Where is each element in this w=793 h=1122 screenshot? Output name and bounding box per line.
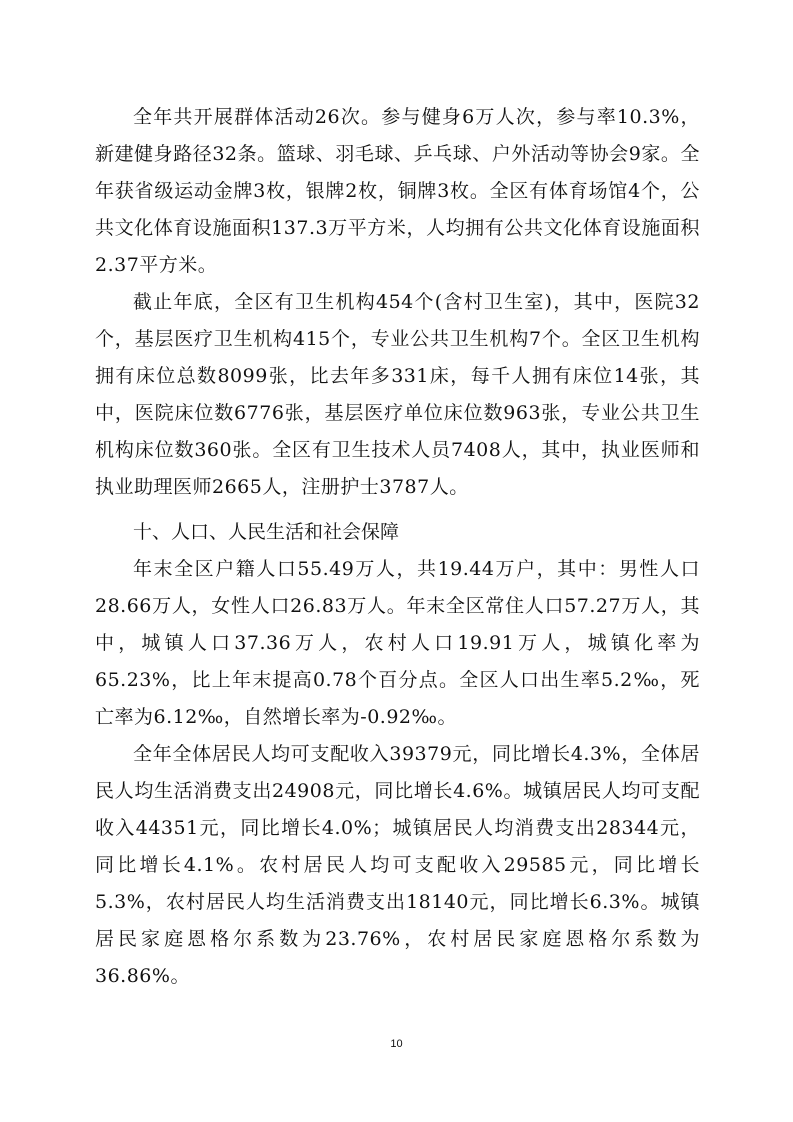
paragraph-income: 全年全体居民人均可支配收入39379元，同比增长4.3%，全体居民人均生活消费支出24908元，同比增长4.6%。城镇居民人均可支配收入44351元，同比增长4.0%；城镇居民人均消费支出28344元，同比增长4.1%。农村居民人均可支配收入29585元，同比增长5.3%，农村居民人均生活消费支出18140元，同比增长6.3%。城镇居民家庭恩格尔系数为23.76%，农村居民家庭恩格尔系数为36.86%。 — [95, 743, 700, 987]
paragraph-population: 年末全区户籍人口55.49万人，共19.44万户，其中：男性人口28.66万人，女性人口26.83万人。年末全区常住人口57.27万人，其中，城镇人口37.36万人，农村人口19.91万人，城镇化率为65.23%，比上年末提高0.78个百分点。全区人口出生率5.2‰，死亡率为6.12‰，自然增长率为-0.92‰。 — [95, 558, 700, 728]
paragraph-health: 截止年底，全区有卫生机构454个(含村卫生室)，其中，医院32个，基层医疗卫生机构415个，专业公共卫生机构7个。全区卫生机构拥有床位总数8099张，比去年多331床，每千人拥有床位14张，其中，医院床位数6776张，基层医疗单位床位数963张，专业公共卫生机构床位数360张。全区有卫生技术人员7408人，其中，执业医师和执业助理医师2665人，注册护士3787人。 — [95, 291, 700, 498]
page-number: 10 — [390, 1038, 403, 1050]
paragraph-sports: 全年共开展群体活动26次。参与健身6万人次，参与率10.3%，新建健身路径32条。篮球、羽毛球、乒乓球、户外活动等协会9家。全年获省级运动金牌3枚，银牌2枚，铜牌3枚。全区有体育场馆4个，公共文化体育设施面积137.3万平方米，人均拥有公共文化体育设施面积2.37平方米。 — [95, 106, 700, 276]
section-heading: 十、人口、人民生活和社会保障 — [133, 521, 400, 543]
